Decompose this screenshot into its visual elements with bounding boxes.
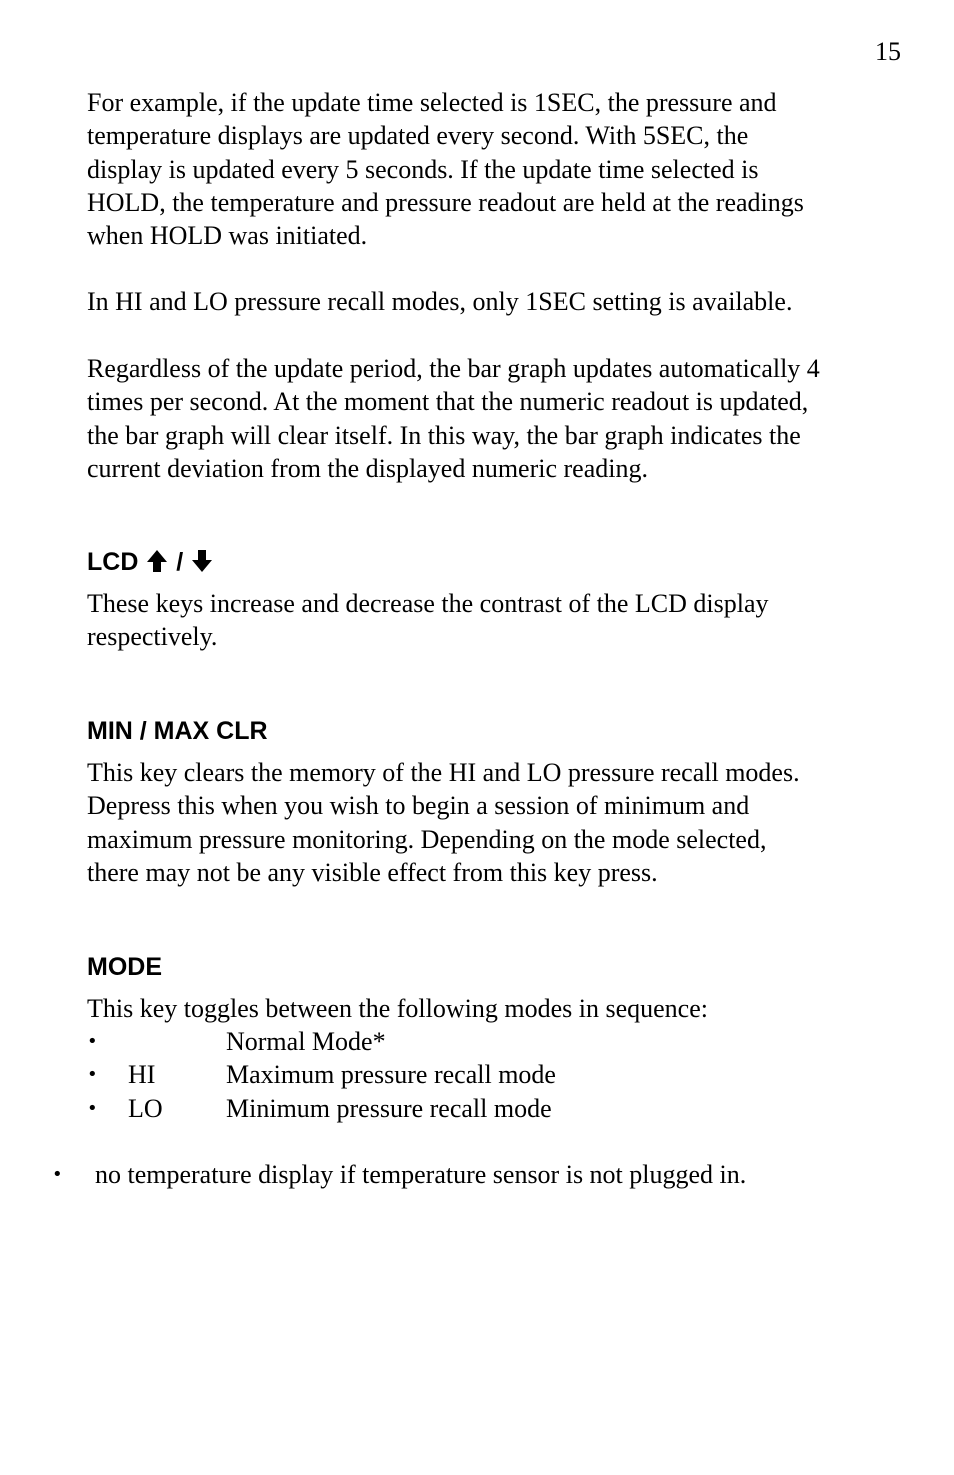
heading-mode: MODE [87, 953, 162, 981]
text-line: times per second. At the moment that the numeric readout is updated, [87, 387, 809, 417]
mode-description: Normal Mode* [226, 1027, 386, 1056]
paragraph-recall-note [87, 285, 917, 318]
text-line: HOLD, the temperature and pressure readout are held at the readings [87, 187, 804, 217]
mode-code: HI [128, 1060, 156, 1089]
text-line: Regardless of the update period, the bar graph updates automatically 4 [87, 354, 820, 383]
text-line: when HOLD was initiated. [87, 221, 368, 251]
text-line: These keys increase and decrease the contrast of the LCD display [87, 589, 769, 618]
paragraph-update-time [87, 86, 917, 252]
text-line: In HI and LO pressure recall modes, only 1SEC setting is available. [87, 287, 793, 316]
bullet-icon: • [87, 1064, 98, 1085]
text-line: Depress this when you wish to begin a session of minimum and [87, 791, 750, 821]
arrow-down-icon [190, 548, 214, 581]
text-line: For example, if the update time selected is 1SEC, the pressure and [87, 88, 777, 117]
heading-lcd-separator: / [176, 548, 184, 576]
list-item-hi-mode [87, 1058, 787, 1091]
heading-lcd-label: LCD [87, 548, 139, 576]
text-line: the bar graph will clear itself. In this way, the bar graph indicates the [87, 420, 801, 450]
mode-description: Minimum pressure recall mode [226, 1094, 552, 1123]
text-line: there may not be any visible effect from this key press. [87, 857, 658, 887]
paragraph-minmax-clr [87, 756, 917, 889]
footnote-text: no temperature display if temperature sensor is not plugged in. [95, 1160, 747, 1189]
bullet-icon: • [52, 1164, 63, 1185]
page-number: 15 [875, 37, 901, 66]
bullet-icon: • [87, 1031, 98, 1052]
text-line: maximum pressure monitoring. Depending on the mode selected, [87, 824, 767, 854]
text-line: This key clears the memory of the HI and LO pressure recall modes. [87, 758, 800, 787]
text-line: respectively. [87, 622, 218, 652]
paragraph-lcd [87, 587, 917, 654]
mode-description: Maximum pressure recall mode [226, 1060, 556, 1089]
text-line: temperature displays are updated every second. With 5SEC, the [87, 121, 749, 151]
text-line: display is updated every 5 seconds. If the update time selected is [87, 154, 759, 184]
paragraph-mode-intro [87, 992, 917, 1025]
heading-minmax-clr: MIN / MAX CLR [87, 717, 268, 745]
list-item-lo-mode [87, 1092, 787, 1125]
list-item-normal-mode [87, 1025, 787, 1058]
bullet-icon: • [87, 1098, 98, 1119]
heading-lcd [87, 547, 214, 581]
mode-code: LO [128, 1094, 163, 1123]
text-line: current deviation from the displayed numeric reading. [87, 453, 648, 483]
text-line: This key toggles between the following modes in sequence: [87, 994, 708, 1023]
arrow-up-icon [145, 548, 169, 581]
paragraph-bar-graph [87, 352, 917, 485]
